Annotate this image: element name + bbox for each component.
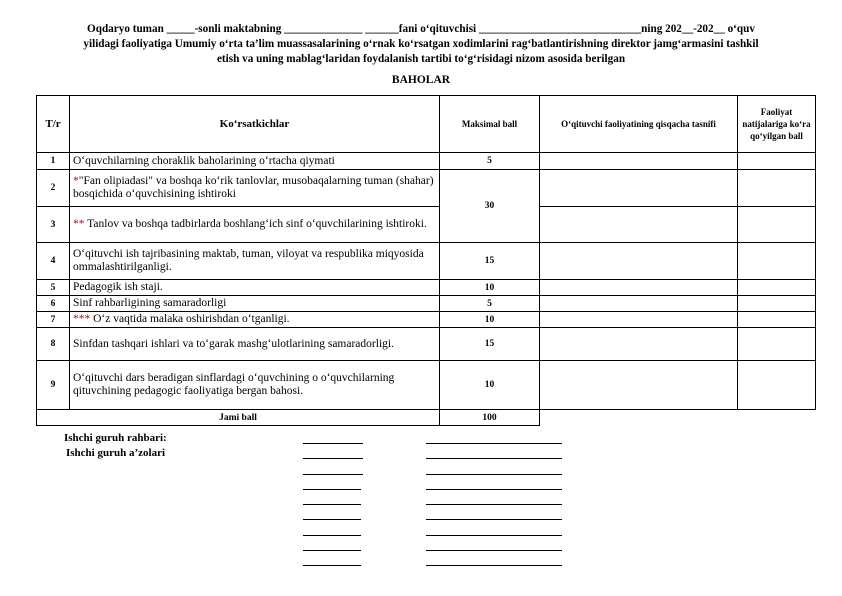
row-indicator [70, 153, 440, 170]
signature-line[interactable] [303, 550, 361, 551]
row-text: Tanlov va boshqa tadbirlarda boshlang‘ich sinf o‘quvchilarining ishtiroki. [84, 218, 427, 230]
name-line[interactable] [426, 565, 562, 566]
col-header-max: Maksimal ball [440, 96, 540, 153]
name-line[interactable] [426, 458, 562, 459]
row-indicator [70, 312, 440, 328]
row-desc-cell[interactable] [540, 328, 738, 361]
table-row [37, 361, 816, 410]
row-desc-cell[interactable] [540, 207, 738, 243]
name-line[interactable] [426, 489, 562, 490]
row-desc-cell[interactable] [540, 280, 738, 296]
row-number: 7 [37, 312, 70, 328]
row-number: 6 [37, 296, 70, 312]
table-total-row [37, 410, 816, 426]
signature-line[interactable] [303, 535, 361, 536]
row-desc-cell[interactable] [540, 170, 738, 207]
table-row [37, 207, 816, 243]
row-max-ball: 10 [440, 312, 540, 328]
row-indicator [70, 328, 440, 361]
signature-line[interactable] [303, 565, 361, 566]
row-number: 3 [37, 207, 70, 243]
members-label: Ishchi guruh a’zolari [66, 447, 166, 459]
row-text: O‘z vaqtida malaka oshirishdan o‘tganligi. [90, 313, 290, 325]
total-empty-cell [540, 410, 738, 426]
signature-line[interactable] [303, 489, 361, 490]
col-header-no: T/r [37, 96, 70, 153]
total-label: Jami ball [37, 410, 440, 426]
row-desc-cell[interactable] [540, 243, 738, 280]
header-line-1: Oqdaryo tuman _____-sonli maktabning ______________ ______fani o‘qituvchisi _____________________________ning 202__-202__ o‘quv [87, 23, 755, 35]
row-text: Sinf rahbarligining samaradorligi [73, 297, 227, 309]
row-number: 2 [37, 170, 70, 207]
header-line-3: etish va uning mablag‘laridan foydalanish tartibi to‘g‘risidagi nizom asosida berilgan [216, 53, 626, 65]
table-row [37, 170, 816, 207]
table-row [37, 153, 816, 170]
name-line[interactable] [426, 519, 562, 520]
row-max-ball: 15 [440, 328, 540, 361]
row-mark: ** [73, 218, 85, 230]
name-line[interactable] [426, 550, 562, 551]
signature-line[interactable] [303, 474, 363, 475]
table-row [37, 243, 816, 280]
row-indicator [70, 207, 440, 243]
row-text: O‘qituvchi dars beradigan sinflardagi o‘quvchining o o‘quvchilarning qituvchining pedagogic faoliyatiga bergan bahosi. [73, 372, 395, 397]
name-line[interactable] [426, 474, 562, 475]
row-result-cell[interactable] [738, 170, 816, 207]
table-row [37, 328, 816, 361]
total-empty-cell [738, 410, 816, 426]
col-header-result: Faoliyat natijalariga ko‘ra qo‘yilgan ball [738, 96, 816, 153]
row-indicator [70, 170, 440, 207]
name-line[interactable] [426, 504, 562, 505]
row-max-ball: 5 [440, 153, 540, 170]
row-result-cell[interactable] [738, 296, 816, 312]
row-max-ball: 10 [440, 280, 540, 296]
row-result-cell[interactable] [738, 328, 816, 361]
section-title: BAHOLAR [391, 74, 451, 86]
row-text: Sinfdan tashqari ishlari va to‘garak mashg‘ulotlarining samaradorligi. [73, 337, 394, 350]
row-text: Pedagogik ish staji. [73, 281, 163, 293]
signature-line[interactable] [303, 504, 361, 505]
row-result-cell[interactable] [738, 207, 816, 243]
col-header-desc: O‘qituvchi faoliyatining qisqacha tasnifi [540, 96, 738, 153]
row-indicator [70, 296, 440, 312]
row-result-cell[interactable] [738, 243, 816, 280]
signature-line[interactable] [303, 458, 363, 459]
row-desc-cell[interactable] [540, 296, 738, 312]
name-line[interactable] [426, 535, 562, 536]
row-desc-cell[interactable] [540, 153, 738, 170]
row-number: 8 [37, 328, 70, 361]
row-desc-cell[interactable] [540, 312, 738, 328]
row-text: O‘quvchilarning choraklik baholarining o‘rtacha qiymati [73, 154, 335, 167]
leader-label: Ishchi guruh rahbari: [64, 432, 167, 444]
signature-line[interactable] [303, 443, 363, 444]
row-number: 9 [37, 361, 70, 410]
row-mark: *** [73, 313, 91, 325]
row-max-ball: 15 [440, 243, 540, 280]
row-result-cell[interactable] [738, 312, 816, 328]
table-row [37, 280, 816, 296]
row-number: 5 [37, 280, 70, 296]
row-max-ball: 5 [440, 296, 540, 312]
row-result-cell[interactable] [738, 153, 816, 170]
row-indicator [70, 243, 440, 280]
name-line[interactable] [426, 443, 562, 444]
row-max-ball: 10 [440, 361, 540, 410]
row-mark: * [73, 175, 79, 187]
row-indicator [70, 280, 440, 296]
row-text: "Fan olipiadasi" va boshqa ko‘rik tanlovlar, musobaqalarning tuman (shahar) bosqichida o‘quvchisining ishtiroki [73, 175, 434, 200]
table-row [37, 296, 816, 312]
row-result-cell[interactable] [738, 361, 816, 410]
header-line-2: yilidagi faoliyatiga Umumiy o‘rta ta’lim muassasalarining o‘rnak ko‘rsatgan xodimlarini rag‘batlantirishning direktor jamg‘armasini tashkil [83, 38, 759, 50]
row-result-cell[interactable] [738, 280, 816, 296]
row-number: 1 [37, 153, 70, 170]
signature-line[interactable] [303, 519, 361, 520]
table-row [37, 312, 816, 328]
row-number: 4 [37, 243, 70, 280]
row-desc-cell[interactable] [540, 361, 738, 410]
table-header-row [37, 96, 816, 153]
grades-table [36, 95, 816, 426]
row-text: O‘qituvchi ish tajribasining maktab, tuman, viloyat va respublika miqyosida ommalashtirilganligi. [73, 248, 424, 273]
total-value: 100 [440, 410, 540, 426]
col-header-indicator: Ko‘rsatkichlar [70, 96, 440, 153]
row-indicator [70, 361, 440, 410]
row-max-ball-merged: 30 [440, 170, 540, 243]
